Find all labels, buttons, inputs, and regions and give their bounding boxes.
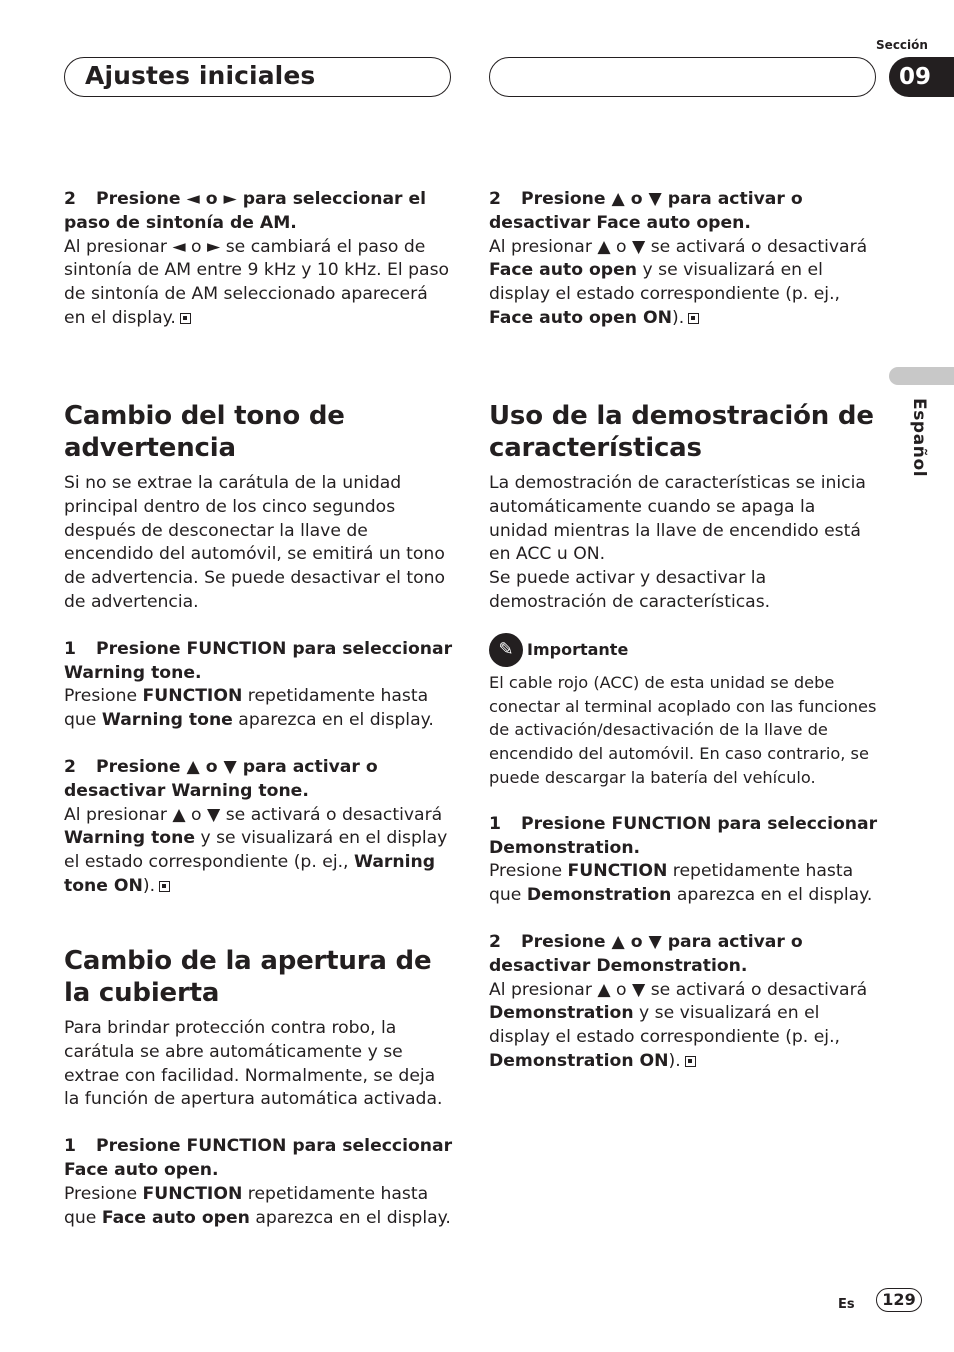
header-title-frame	[64, 57, 451, 97]
header-blank-frame	[489, 57, 876, 97]
step-title: Presione FUNCTION para seleccionar Warning tone.	[64, 638, 453, 683]
text: ).	[672, 307, 685, 328]
end-mark-icon	[159, 881, 170, 892]
text: y se visualizará en el display el estado correspondiente (p. ej.,	[64, 828, 448, 873]
section-heading: Cambio de la apertura de la cubierta	[64, 946, 432, 1008]
step-number: 2	[64, 756, 76, 777]
step-heading	[489, 931, 879, 979]
text-bold: Face auto open	[101, 1207, 250, 1228]
text: Presione	[489, 861, 568, 882]
text: ).	[142, 875, 156, 896]
step-title: Presione FUNCTION para seleccionar Demonstration.	[489, 813, 878, 858]
step-body-text: Al presionar ◄ o ► se cambiará el paso de sintonía de AM entre 9 kHz y 10 kHz. El paso de sintonía de AM seleccionado aparecerá en el display.	[64, 236, 450, 328]
section-intro: Para brindar protección contra robo, la carátula se abre automáticamente y se extrae con facilidad. Normalmente, se deja la función de apertura automática activada.	[64, 1018, 443, 1110]
text: Al presionar ▲ o ▼ se activará o desactivará	[64, 804, 443, 825]
step-heading	[64, 188, 454, 236]
section-intro: Si no se extrae la carátula de la unidad principal dentro de los cinco segundos después de desconectar la llave de encendido del automóvil, se emitirá un tono de advertencia. Se puede desactivar el tono de advertencia.	[64, 473, 446, 612]
step-title: Presione ◄ o ► para seleccionar el paso de sintonía de AM.	[64, 189, 427, 233]
section-heading: Uso de la demostración de características	[489, 401, 874, 463]
important-pin-icon: ✎	[489, 633, 523, 667]
section-label: Sección	[876, 38, 928, 52]
text: y se visualizará en el display el estado correspondiente (p. ej.,	[489, 260, 841, 305]
step-number: 1	[64, 638, 76, 659]
text: aparezca en el display.	[671, 885, 873, 906]
important-header	[489, 633, 879, 667]
step-heading	[64, 1135, 454, 1183]
text-bold: Face auto open	[489, 260, 638, 281]
step-number: 2	[64, 189, 76, 209]
step-body	[64, 685, 454, 733]
warning-section	[64, 401, 454, 899]
text: repetidamente hasta que	[489, 861, 854, 906]
left-step-am	[64, 188, 454, 331]
text-bold: Warning tone	[101, 710, 233, 731]
step-body	[489, 860, 879, 908]
step-title: Presione FUNCTION para seleccionar Face auto open.	[64, 1136, 453, 1180]
text: Presione	[64, 1183, 143, 1204]
cover-section	[64, 946, 454, 1230]
text: repetidamente hasta que	[64, 1183, 429, 1228]
step-number: 1	[489, 813, 501, 834]
text-bold: FUNCTION	[142, 686, 243, 707]
end-mark-icon	[688, 313, 699, 324]
end-mark-icon	[180, 313, 191, 324]
text: Al presionar ▲ o ▼ se activará o desactivará	[489, 236, 868, 257]
text: repetidamente hasta que	[64, 686, 429, 731]
step-title: Presione ▲ o ▼ para activar o desactivar Face auto open.	[489, 189, 803, 233]
text: ).	[668, 1050, 681, 1071]
text-bold: FUNCTION	[567, 861, 668, 882]
step-heading	[489, 813, 879, 861]
step-body	[489, 979, 879, 1074]
step-number: 2	[489, 931, 501, 952]
text: aparezca en el display.	[232, 710, 434, 731]
section-intro: La demostración de características se inicia automáticamente cuando se apaga la unidad mientras la llave de encendido está en ACC u ON.	[489, 473, 866, 565]
text-bold: FUNCTION	[142, 1183, 243, 1204]
section-heading: Cambio del tono de advertencia	[64, 401, 345, 463]
language-tab-marker	[889, 367, 954, 385]
text-bold: Face auto open ON	[489, 307, 672, 328]
page-number: 129	[876, 1288, 922, 1312]
step-body	[64, 804, 454, 899]
section-intro: Se puede activar y desactivar la demostración de características.	[489, 568, 771, 612]
text: Presione	[64, 686, 143, 707]
page-title: Ajustes iniciales	[85, 61, 316, 90]
step-number: 2	[489, 189, 501, 209]
text-bold: Demonstration	[526, 885, 672, 906]
step-body	[64, 236, 454, 331]
important-body: El cable rojo (ACC) de esta unidad se debe conectar al terminal acoplado con las funciones de activación/desactivación de la llave de encendido del automóvil. En caso contrario, se puede descargar la batería del vehículo.	[489, 672, 877, 787]
step-title: Presione ▲ o ▼ para activar o desactivar Demonstration.	[489, 931, 803, 976]
step-title: Presione ▲ o ▼ para activar o desactivar Warning tone.	[64, 756, 378, 801]
text-bold: Warning tone	[64, 828, 195, 849]
text: aparezca en el display.	[249, 1207, 451, 1228]
footer-language-code: Es	[838, 1297, 855, 1312]
text-bold: Demonstration ON	[489, 1050, 669, 1071]
step-body	[489, 236, 879, 331]
section-number-badge: 09	[889, 57, 954, 97]
step-body	[64, 1183, 454, 1231]
text: y se visualizará en el display el estado correspondiente (p. ej.,	[489, 1003, 841, 1048]
step-heading	[64, 756, 454, 804]
language-label: Español	[909, 398, 929, 478]
end-mark-icon	[685, 1056, 696, 1067]
step-number: 1	[64, 1136, 76, 1157]
text: Al presionar ▲ o ▼ se activará o desactivará	[489, 979, 868, 1000]
text-bold: Warning tone ON	[64, 852, 436, 896]
step-heading	[489, 188, 879, 236]
right-step-face	[489, 188, 879, 331]
text-bold: Demonstration	[489, 1003, 634, 1024]
step-heading	[64, 638, 454, 686]
demo-section	[489, 401, 879, 1074]
important-title: Importante	[527, 639, 629, 659]
